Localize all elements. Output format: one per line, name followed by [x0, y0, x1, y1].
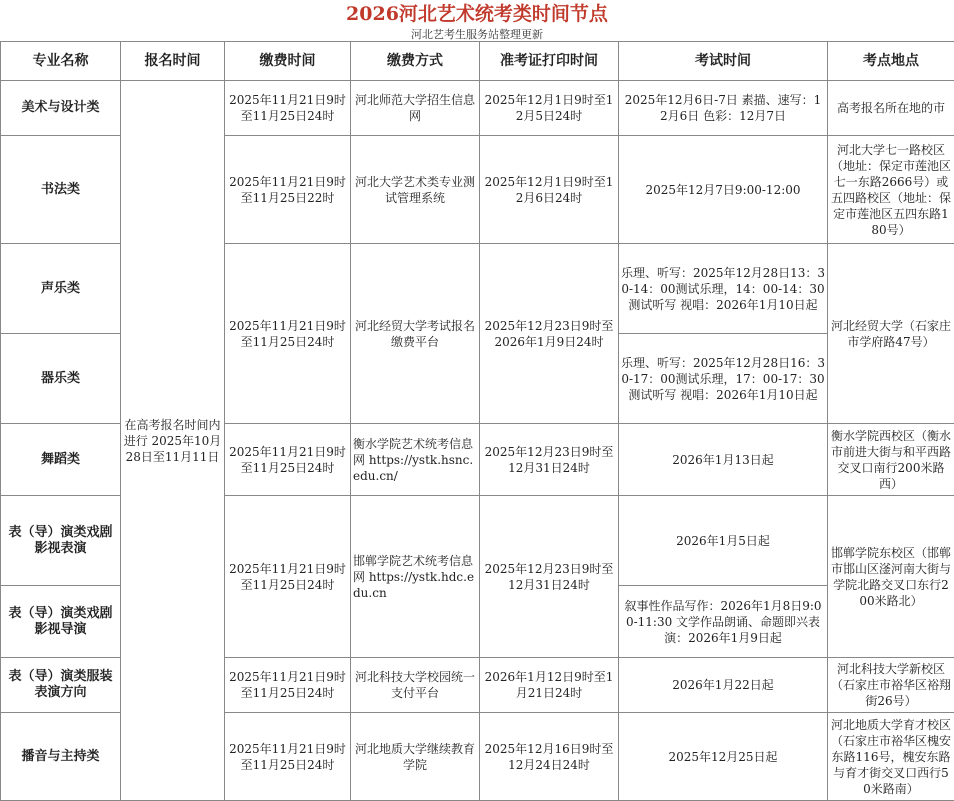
category-cell: 声乐类	[1, 244, 121, 334]
payment-method-cell: 邯郸学院艺术统考信息网 https://ystk.hdc.edu.cn	[351, 496, 480, 658]
payment-time-cell: 2025年11月21日9时至11月25日24时	[225, 424, 351, 496]
payment-method-cell: 河北师范大学招生信息网	[351, 81, 480, 136]
header-registration: 报名时间	[121, 42, 225, 81]
header-major: 专业名称	[1, 42, 121, 81]
header-row	[1, 42, 954, 81]
schedule-table	[0, 41, 954, 801]
ticket-time-cell: 2025年12月1日9时至12月6日24时	[480, 136, 619, 244]
exam-time-cell: 2026年1月22日起	[619, 658, 828, 713]
location-cell: 衡水学院西校区（衡水市前进大街与和平西路交叉口南行200米路西）	[828, 424, 954, 496]
ticket-time-cell: 2025年12月23日9时至12月31日24时	[480, 424, 619, 496]
category-cell: 播音与主持类	[1, 713, 121, 801]
category-cell: 美术与设计类	[1, 81, 121, 136]
ticket-time-cell: 2025年12月23日9时至12月31日24时	[480, 496, 619, 658]
payment-time-cell: 2025年11月21日9时至11月25日24时	[225, 81, 351, 136]
exam-time-cell: 2026年1月13日起	[619, 424, 828, 496]
payment-method-cell: 衡水学院艺术统考信息网 https://ystk.hsnc.edu.cn/	[351, 424, 480, 496]
payment-method-cell: 河北地质大学继续教育学院	[351, 713, 480, 801]
payment-time-cell: 2025年11月21日9时至11月25日24时	[225, 713, 351, 801]
location-cell: 河北经贸大学（石家庄市学府路47号）	[828, 244, 954, 424]
exam-time-cell: 乐理、听写：2025年12月28日13：30-14：00测试乐理，14：00-14：30测试听写 视唱：2026年1月10日起	[619, 244, 828, 334]
location-cell: 邯郸学院东校区（邯郸市邯山区滏河南大街与学院北路交叉口东行200米路北）	[828, 496, 954, 658]
payment-time-cell: 2025年11月21日9时至11月25日22时	[225, 136, 351, 244]
payment-method-cell: 河北科技大学校园统一支付平台	[351, 658, 480, 713]
category-cell: 书法类	[1, 136, 121, 244]
category-cell: 器乐类	[1, 334, 121, 424]
registration-time-cell: 在高考报名时间内进行 2025年10月28日至11月11日	[121, 81, 225, 801]
category-cell: 表（导）演类戏剧影视表演	[1, 496, 121, 586]
payment-time-cell: 2025年11月21日9时至11月25日24时	[225, 658, 351, 713]
exam-time-cell: 乐理、听写：2025年12月28日16：30-17：00测试乐理，17：00-17：30测试听写 视唱：2026年1月10日起	[619, 334, 828, 424]
location-cell: 高考报名所在地的市	[828, 81, 954, 136]
header-payment-time: 缴费时间	[225, 42, 351, 81]
header-exam-time: 考试时间	[619, 42, 828, 81]
exam-time-cell: 叙事性作品写作：2026年1月8日9:00-11:30 文学作品朗诵、命题即兴表演：2026年1月9日起	[619, 586, 828, 658]
location-cell: 河北科技大学新校区（石家庄市裕华区裕翔街26号）	[828, 658, 954, 713]
exam-time-cell: 2026年1月5日起	[619, 496, 828, 586]
ticket-time-cell: 2026年1月12日9时至1月21日24时	[480, 658, 619, 713]
exam-time-cell: 2025年12月6日-7日 素描、速写：12月6日 色彩：12月7日	[619, 81, 828, 136]
ticket-time-cell: 2025年12月23日9时至2026年1月9日24时	[480, 244, 619, 424]
header-location: 考点地点	[828, 42, 954, 81]
payment-method-cell: 河北经贸大学考试报名缴费平台	[351, 244, 480, 424]
category-cell: 表（导）演类戏剧影视导演	[1, 586, 121, 658]
exam-time-cell: 2025年12月7日9:00-12:00	[619, 136, 828, 244]
payment-time-cell: 2025年11月21日9时至11月25日24时	[225, 244, 351, 424]
ticket-time-cell: 2025年12月16日9时至12月24日24时	[480, 713, 619, 801]
location-cell: 河北地质大学育才校区（石家庄市裕华区槐安东路116号，槐安东路与育才街交叉口西行50米路南）	[828, 713, 954, 801]
category-cell: 表（导）演类服装表演方向	[1, 658, 121, 713]
payment-method-cell: 河北大学艺术类专业测试管理系统	[351, 136, 480, 244]
page-subtitle: 河北艺考生服务站整理更新	[0, 26, 954, 42]
category-cell: 舞蹈类	[1, 424, 121, 496]
header-ticket-time: 准考证打印时间	[480, 42, 619, 81]
payment-time-cell: 2025年11月21日9时至11月25日24时	[225, 496, 351, 658]
header-payment-method: 缴费方式	[351, 42, 480, 81]
page-title: 2026河北艺术统考类时间节点	[0, 0, 954, 28]
exam-time-cell: 2025年12月25日起	[619, 713, 828, 801]
ticket-time-cell: 2025年12月1日9时至12月5日24时	[480, 81, 619, 136]
table-row	[1, 81, 954, 136]
location-cell: 河北大学七一路校区（地址：保定市莲池区七一东路2666号）或五四路校区（地址：保定市莲池区五四东路180号）	[828, 136, 954, 244]
